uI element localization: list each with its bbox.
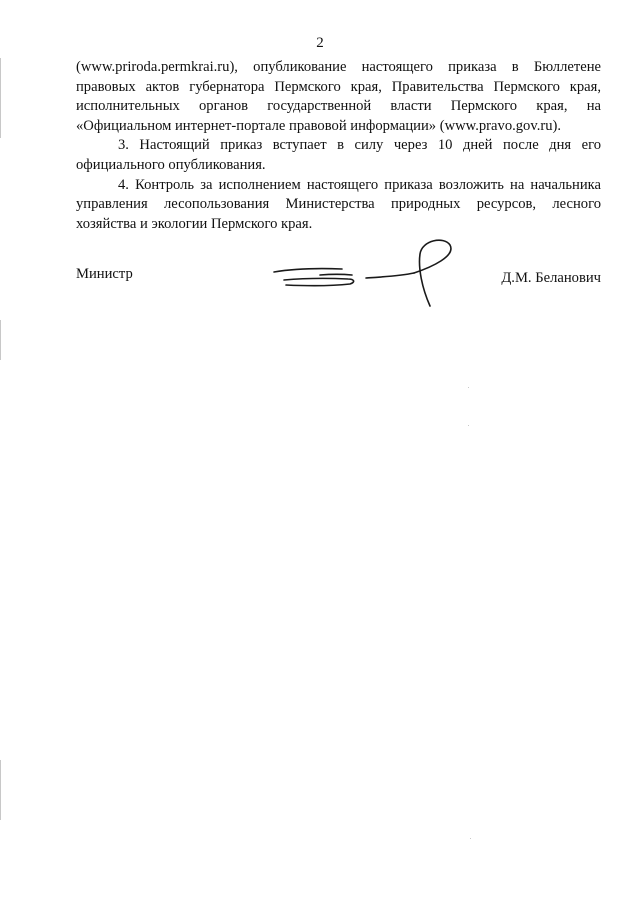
signer-name: Д.М. Беланович <box>501 270 601 286</box>
handwritten-signature-icon <box>262 236 462 312</box>
page-number: 2 <box>316 35 324 51</box>
paragraph-3: 3. Настоящий приказ вступает в силу через 10 дней после дня его официального опубликования. <box>76 137 601 173</box>
scan-edge-mark <box>0 58 1 138</box>
scan-dot <box>468 387 469 388</box>
document-body <box>76 58 601 234</box>
scan-edge-mark <box>0 760 1 820</box>
scan-edge-mark <box>0 320 1 360</box>
signer-title: Министр <box>76 266 133 282</box>
scan-dot <box>470 838 471 839</box>
scan-dot <box>468 425 469 426</box>
signature-block <box>0 236 640 316</box>
paragraph-4: 4. Контроль за исполнением настоящего приказа возложить на начальника управления лесопользования Министерства природных ресурсов, лесного хозяйства и экологии Пермского края. <box>76 176 601 232</box>
paragraph-publication: (www.priroda.permkrai.ru), опубликование настоящего приказа в Бюллетене правовых актов губернатора Пермского края, Правительства Пермского края, исполнительных органов государственной власти Пермского края, на «Официальном интернет-портале правовой информации» (www.pravo.gov.ru). <box>76 59 601 134</box>
